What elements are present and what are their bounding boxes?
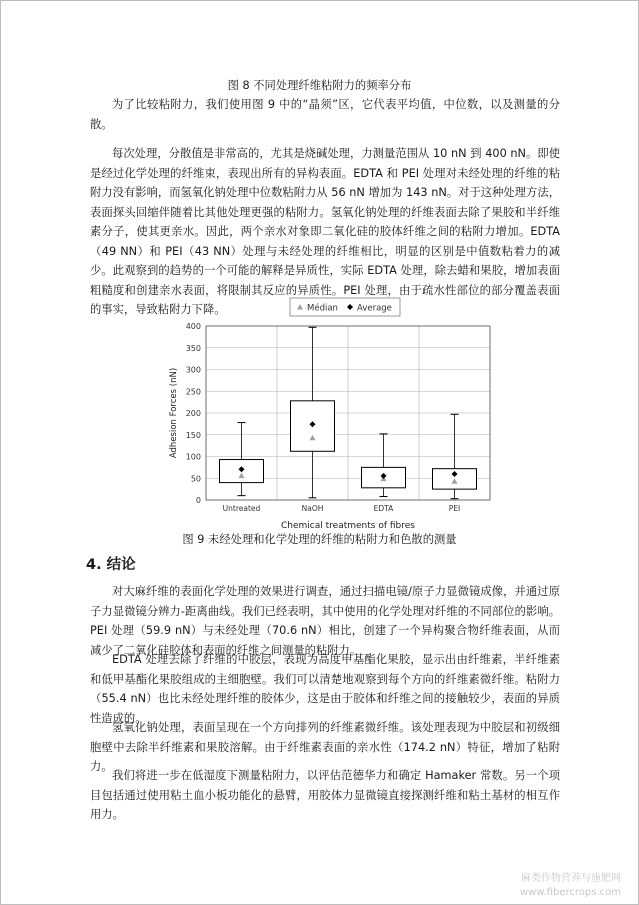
y-tick-label: 250 <box>185 387 201 397</box>
y-tick-label: 200 <box>185 409 201 418</box>
legend-entry-label: Average <box>357 303 392 314</box>
x-tick-label: NaOH <box>301 504 324 513</box>
boxplot-svg <box>160 294 506 534</box>
conclusion-paragraph-2: EDTA 处理去除了纤维的中胶层，表现为高度甲基酯化果胶，显示出由纤维素，半纤维素和低甲基酯化果胶组成的主细胞壁。我们可以清楚地观察到每个方向的纤维素微纤维。粘附力（55.4 nN）也比未经处理纤维的胶体少，这是由于胶体和纤维之间的接触较少，表面的异质性造成的。 <box>90 653 560 725</box>
y-axis-title: Adhesion Forces (nN) <box>169 367 179 459</box>
watermark-url: www.fibercrops.com <box>519 887 621 898</box>
y-tick-label: 0 <box>195 496 201 505</box>
legend-entry-label: Médian <box>307 303 338 314</box>
y-tick-label: 50 <box>190 474 201 484</box>
y-tick-label: 150 <box>185 430 201 440</box>
figure-9-chart <box>160 294 506 534</box>
y-tick-label: 400 <box>185 322 201 331</box>
y-tick-label: 350 <box>185 343 201 353</box>
figure-8-caption: 图 8 不同处理纤维粘附力的频率分布 <box>227 79 412 92</box>
conclusion-paragraph-1: 对大麻纤维的表面化学处理的效果进行调查，通过扫描电镜/原子力显微镜成像，并通过原子力显微镜分辨力-距离曲线。我们已经表明，其中使用的化学处理对纤维的不同部位的影响。PEI 处理（59.9 nN）与未经处理（70.6 nN）相比，创建了一个异构聚合物纤维表面，从而减少了二氧化硅胶体和表面的纤维之间测量的粘附力。 <box>90 585 560 657</box>
section-heading: 4. 结论 <box>86 557 136 573</box>
x-axis-title: Chemical treatments of fibres <box>281 521 415 531</box>
x-tick-label: EDTA <box>373 504 394 513</box>
dispersion-paragraph: 每次处理，分散值是非常高的，尤其是烧碱处理，力测量范围从 10 nN 到 400 nN。即使是经过化学处理的纤维束，表现出所有的异构表面。EDTA 和 PEI 处理对未经处理的纤维的粘附力没有影响，而氢氧化钠处理中位数粘附力从 56 nN 增加为 143 nN。对于这种处理方法，表面探头回缩伴随着比其他处理更强的粘附力。氢氧化钠处理的纤维表面去除了果胶和半纤维素分子，使其更亲水。因此，两个亲水对象即二氧化硅的胶体纤维之间的粘附力增加。EDTA（49 NN）和 PEI（43 NN）处理与未经处理的纤维相比，明显的区别是中值数粘着力的减少。此观察到的趋势的一个可能的解释是异质性，实际 EDTA 处理，除去蜡和果胶，增加表面粗糙度和创建亲水表面，将限制其反应的异质性。PEI 处理，由于疏水性部位的部分覆盖表面的事实，导致粘附力下降。 <box>90 147 560 316</box>
y-tick-label: 100 <box>185 452 201 462</box>
conclusion-paragraph-3: 氢氧化钠处理，表面呈现在一个方向排列的纤维素微纤维。该处理表现为中胶层和初级细胞壁中去除半纤维素和果胶溶解。由于纤维素表面的亲水性（174.2 nN）特征，增加了粘附力。 <box>90 721 560 773</box>
y-tick-label: 300 <box>185 365 201 375</box>
figure-9-caption: 图 9 未经处理和化学处理的纤维的粘附力和色散的测量 <box>182 533 457 546</box>
x-tick-label: PEI <box>448 504 461 513</box>
watermark-site-name: 麻类作物营养与施肥网 <box>521 873 621 884</box>
intro-paragraph: 为了比较粘附力，我们使用图 9 中的“晶须”区，它代表平均值，中位数，以及测量的分散。 <box>90 98 560 131</box>
x-tick-label: Untreated <box>222 504 261 513</box>
conclusion-paragraph-4: 我们将进一步在低湿度下测量粘附力，以评估范德华力和确定 Hamaker 常数。另一个项目包括通过使用粘土血小板功能化的悬臂，用胶体力显微镜直接探测纤维和粘土基材的相互作用力。 <box>90 769 560 821</box>
